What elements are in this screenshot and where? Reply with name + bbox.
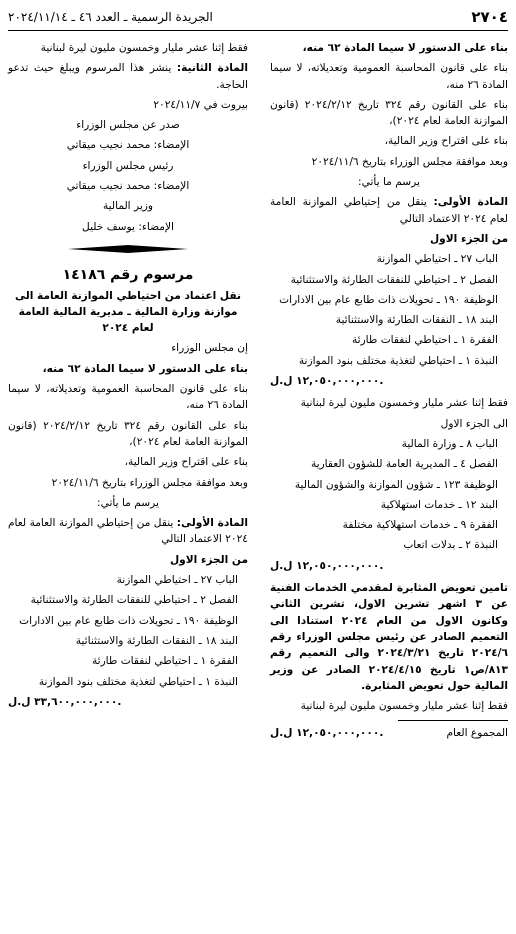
- line-item: الوظيفة ١٢٣ ـ شؤون الموازنة والشؤون المالية: [294, 478, 498, 491]
- line-item: النبذة ١ ـ احتياطي لتغذية مختلف بنود الموازنة: [298, 354, 498, 367]
- part-heading: الى الجزء الاول: [440, 417, 508, 430]
- line-item: الفقرة ١ ـ احتياطي لنفقات طارئة: [91, 655, 238, 668]
- article-1: [270, 194, 508, 227]
- signatory-title: وزير المالية: [102, 200, 154, 213]
- article-label: المادة الأولى:: [433, 196, 508, 209]
- page-number: ٢٧٠٤: [471, 8, 508, 26]
- total-value: ١٢,٠٥٠,٠٠٠,٠٠٠ ل.ل.: [270, 727, 384, 740]
- line-item: الفصل ٢ ـ احتياطي للنفقات الطارئة والاستثنائية: [30, 594, 238, 607]
- decree-subject: نقل اعتماد من احتياطي الموازنة العامة الى موازنة وزارة المالية ـ مديرية المالية العامة لعام ٢٠٢٤: [15, 289, 241, 335]
- part-heading: من الجزء الاول: [429, 232, 508, 245]
- article-2: [8, 60, 248, 93]
- line-item: البند ١٨ ـ النفقات الطارئة والاستثنائية: [335, 314, 498, 327]
- paragraph: بناء على قانون المحاسبة العمومية وتعديلاته، لا سيما المادة ٢٦ منه،: [8, 383, 248, 412]
- place-date: بيروت في ٢٠٢٤/١١/٧: [153, 98, 248, 111]
- article-text: ينقل من إحتياطي الموازنة العامة لعام ٢٠٢٤ الاعتماد التالي: [8, 517, 248, 546]
- signature: الإمضاء: يوسف خليل: [82, 220, 174, 233]
- line-item: الفقرة ٩ ـ خدمات استهلاكية مختلفة: [342, 519, 498, 532]
- line-item: البند ١٨ ـ النفقات الطارئة والاستثنائية: [75, 634, 238, 647]
- amount: ١٢,٠٥٠,٠٠٠,٠٠٠ ل.ل.: [270, 559, 384, 572]
- paragraph: بناء على القانون رقم ٣٢٤ تاريخ ٢٠٢٤/٢/١٢ (قانون الموازنة العامة لعام ٢٠٢٤)،: [8, 419, 248, 448]
- amount: ١٢,٠٥٠,٠٠٠,٠٠٠ ل.ل.: [270, 375, 384, 388]
- paragraph: بناء على الدستور لا سيما المادة ٦٢ منه،: [42, 362, 248, 375]
- paragraph: وبعد موافقة مجلس الوزراء بتاريخ ٢٠٢٤/١١/٦: [51, 476, 248, 489]
- signature: الإمضاء: محمد نجيب ميقاتي: [66, 180, 190, 193]
- line-item: الفصل ٤ ـ المديرية العامة للشؤون العقارية: [310, 458, 498, 471]
- amount: ٣٣,٦٠٠,٠٠٠,٠٠٠ ل.ل.: [8, 695, 122, 708]
- paragraph: يرسم ما يأتي:: [358, 176, 420, 189]
- ornament-divider: [8, 243, 248, 259]
- line-item: النبذة ٢ ـ بدلات اتعاب: [403, 539, 498, 552]
- paragraph: وبعد موافقة مجلس الوزراء بتاريخ ٢٠٢٤/١١/٦: [311, 155, 508, 168]
- line-item: البند ١٢ ـ خدمات استهلاكية: [380, 498, 498, 511]
- paragraph: يرسم ما يأتي:: [97, 496, 159, 509]
- line-item: الباب ٨ ـ وزارة المالية: [401, 437, 498, 450]
- gazette-title: الجريدة الرسمية ـ العدد ٤٦ ـ ٢٠٢٤/١١/١٤: [8, 10, 213, 24]
- page-header: [8, 6, 508, 31]
- line-item: الفصل ٢ ـ احتياطي للنفقات الطارئة والاستثنائية: [290, 273, 498, 286]
- article-label: المادة الثانية:: [176, 62, 249, 75]
- left-column: [8, 40, 248, 716]
- article-1: [8, 515, 248, 548]
- amount-in-words: فقط إثنا عشر مليار وخمسون مليون ليرة لبنانية: [40, 42, 248, 54]
- paragraph: بناء على اقتراح وزير المالية،: [124, 456, 248, 469]
- paragraph: بناء على القانون رقم ٣٢٤ تاريخ ٢٠٢٤/٢/١٢ (قانون الموازنة العامة لعام ٢٠٢٤)،: [270, 98, 508, 128]
- paragraph: بناء على اقتراح وزير المالية،: [384, 135, 508, 148]
- paragraph: إن مجلس الوزراء: [171, 342, 248, 355]
- line-item: الباب ٢٧ ـ احتياطي الموازنة: [116, 574, 238, 587]
- paragraph: بناء على الدستور لا سيما المادة ٦٢ منه،: [302, 42, 508, 54]
- decree-title: مرسوم رقم ١٤١٨٦: [62, 267, 194, 284]
- line-item: الفقرة ١ ـ احتياطي لنفقات طارئة: [351, 334, 498, 347]
- total-label: المجموع العام: [446, 727, 508, 740]
- amount-in-words: فقط إثنا عشر مليار وخمسون مليون ليرة لبنانية: [300, 397, 508, 410]
- ornament-icon: [68, 244, 188, 254]
- article-text: ينقل من إحتياطي الموازنة العامة لعام ٢٠٢٤ الاعتماد التالي: [270, 196, 508, 225]
- right-column: [270, 40, 508, 742]
- paragraph: بناء على قانون المحاسبة العمومية وتعديلاته، لا سيما المادة ٢٦ منه،: [270, 62, 508, 91]
- separator-line: [398, 720, 508, 721]
- issued-by: صدر عن مجلس الوزراء: [76, 119, 180, 132]
- purpose-description: تامين تعويض المثابرة لمقدمي الخدمات الفنية عن ٣ اشهر تشرين الاول، تشرين الثاني وكانون الاول من العام ٢٠٢٤ استنادا الى التعميم الصادر عن رئيس مجلس الوزراء رقم ٢٠٢٤/٦ تاريخ ٢٠٢٤/٣/٢١ والى التعميم رقم ٨١٣/ص١ تاريخ ٢٠٢٤/٤/١٥ الصادر عن وزير المالية حول تعويض المثابرة.: [270, 582, 508, 692]
- line-item: النبذة ١ ـ احتياطي لتغذية مختلف بنود الموازنة: [38, 675, 238, 688]
- article-text: ينشر هذا المرسوم ويبلغ حيث تدعو الحاجة.: [8, 62, 248, 91]
- line-item: الوظيفة ١٩٠ ـ تحويلات ذات طابع عام بين الادارات: [19, 614, 238, 627]
- signatory-title: رئيس مجلس الوزراء: [82, 159, 174, 172]
- line-item: الوظيفة ١٩٠ ـ تحويلات ذات طابع عام بين الادارات: [279, 293, 498, 306]
- article-label: المادة الأولى:: [176, 517, 248, 530]
- grand-total: [270, 725, 508, 741]
- amount-in-words: فقط إثنا عشر مليار وخمسون مليون ليرة لبنانية: [300, 700, 508, 713]
- signature: الإمضاء: محمد نجيب ميقاتي: [66, 139, 190, 152]
- line-item: الباب ٢٧ ـ احتياطي الموازنة: [376, 253, 498, 266]
- part-heading: من الجزء الاول: [169, 553, 248, 566]
